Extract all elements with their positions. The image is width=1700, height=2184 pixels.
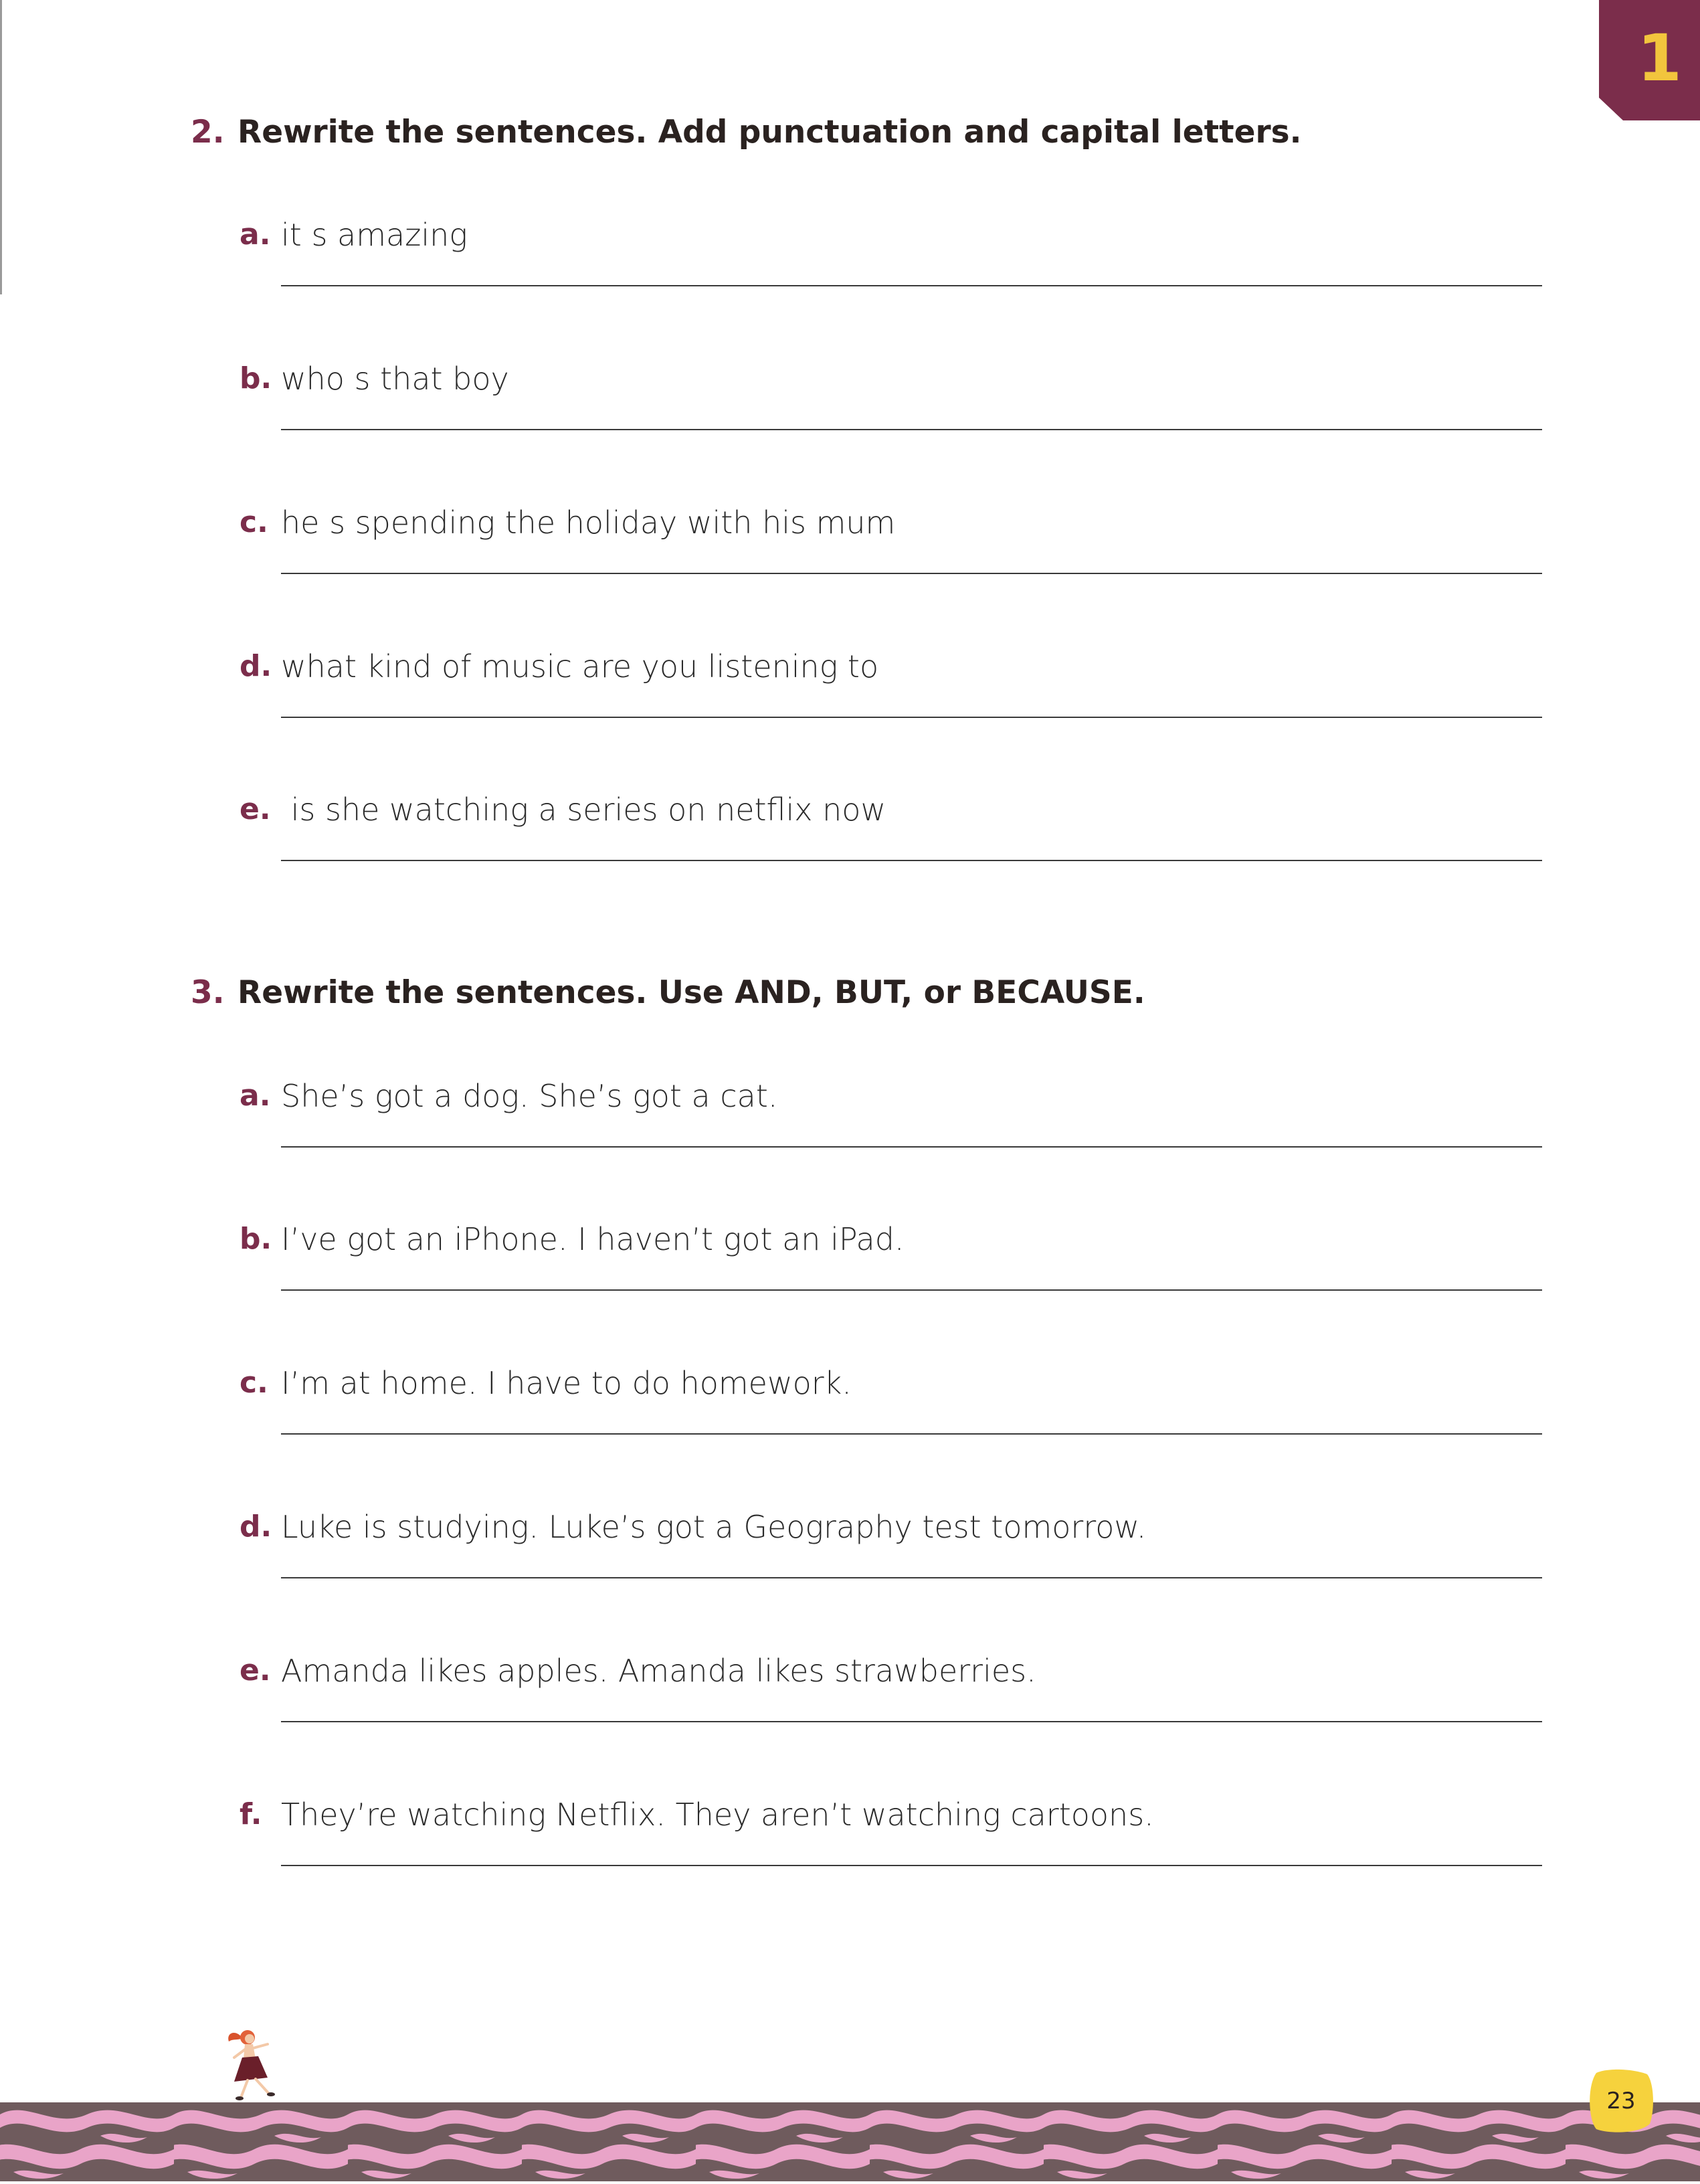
exercise-3-item-b — [240, 1220, 1543, 1334]
exercise-2-title — [191, 114, 1301, 151]
answer-line[interactable] — [281, 429, 1542, 430]
item-prompt: They’re watching Netflix. They aren’t watching cartoons. — [281, 1797, 1154, 1833]
running-girl-icon — [214, 2024, 288, 2101]
item-letter: d. — [240, 649, 272, 683]
item-prompt: Amanda likes apples. Amanda likes strawberries. — [281, 1653, 1036, 1689]
unit-tab — [1599, 0, 1700, 120]
item-letter: a. — [240, 217, 271, 252]
answer-line[interactable] — [281, 573, 1542, 574]
answer-line[interactable] — [281, 1146, 1542, 1148]
exercise-3-item-a — [240, 1077, 1543, 1191]
item-prompt: I’ve got an iPhone. I haven’t got an iPad. — [281, 1221, 905, 1257]
item-letter: a. — [240, 1079, 271, 1113]
left-margin-rule — [0, 0, 2, 294]
exercise-2-item-a — [240, 216, 1543, 330]
item-prompt: She’s got a dog. She’s got a cat. — [281, 1078, 778, 1114]
answer-line[interactable] — [281, 1577, 1542, 1578]
exercise-3-item-c — [240, 1364, 1543, 1478]
item-letter: e. — [240, 1653, 271, 1688]
page-number-badge — [1587, 2068, 1655, 2134]
item-letter: c. — [240, 1366, 268, 1400]
exercise-number: 3. — [191, 974, 225, 1011]
item-letter: b. — [240, 1222, 272, 1256]
exercise-3-item-e — [240, 1652, 1543, 1766]
item-prompt: what kind of music are you listening to — [281, 648, 879, 685]
item-letter: e. — [240, 792, 271, 826]
item-prompt: he s spending the holiday with his mum — [281, 505, 896, 541]
answer-line[interactable] — [281, 1721, 1542, 1722]
exercise-instruction: Rewrite the sentences. Add punctuation and capital letters. — [238, 114, 1302, 151]
exercise-instruction: Rewrite the sentences. Use AND, BUT, or BECAUSE. — [238, 974, 1145, 1011]
exercise-2-item-e — [240, 791, 1543, 905]
item-prompt: Luke is studying. Luke’s got a Geography test tomorrow. — [281, 1509, 1147, 1545]
item-prompt: who s that boy — [281, 361, 509, 397]
item-letter: b. — [240, 361, 272, 395]
item-letter: c. — [240, 505, 268, 539]
item-prompt: it s amazing — [281, 217, 468, 253]
exercise-2-item-c — [240, 504, 1543, 618]
exercise-2-item-b — [240, 360, 1543, 474]
answer-line[interactable] — [281, 860, 1542, 861]
answer-line[interactable] — [281, 717, 1542, 718]
exercise-3-item-f — [240, 1796, 1543, 1910]
answer-line[interactable] — [281, 1865, 1542, 1866]
exercise-3-item-d — [240, 1508, 1543, 1622]
page-number: 23 — [1606, 2088, 1636, 2114]
exercise-number: 2. — [191, 114, 225, 151]
footer-pattern — [0, 2102, 1700, 2181]
answer-line[interactable] — [281, 285, 1542, 286]
exercise-2-item-d — [240, 648, 1543, 761]
answer-line[interactable] — [281, 1289, 1542, 1291]
item-prompt: I’m at home. I have to do homework. — [281, 1365, 852, 1401]
unit-number: 1 — [1637, 21, 1682, 96]
answer-line[interactable] — [281, 1433, 1542, 1435]
item-letter: d. — [240, 1510, 272, 1544]
exercise-3-title — [191, 974, 1145, 1012]
item-prompt: is she watching a series on netflix now — [281, 792, 886, 828]
item-letter: f. — [240, 1797, 262, 1831]
